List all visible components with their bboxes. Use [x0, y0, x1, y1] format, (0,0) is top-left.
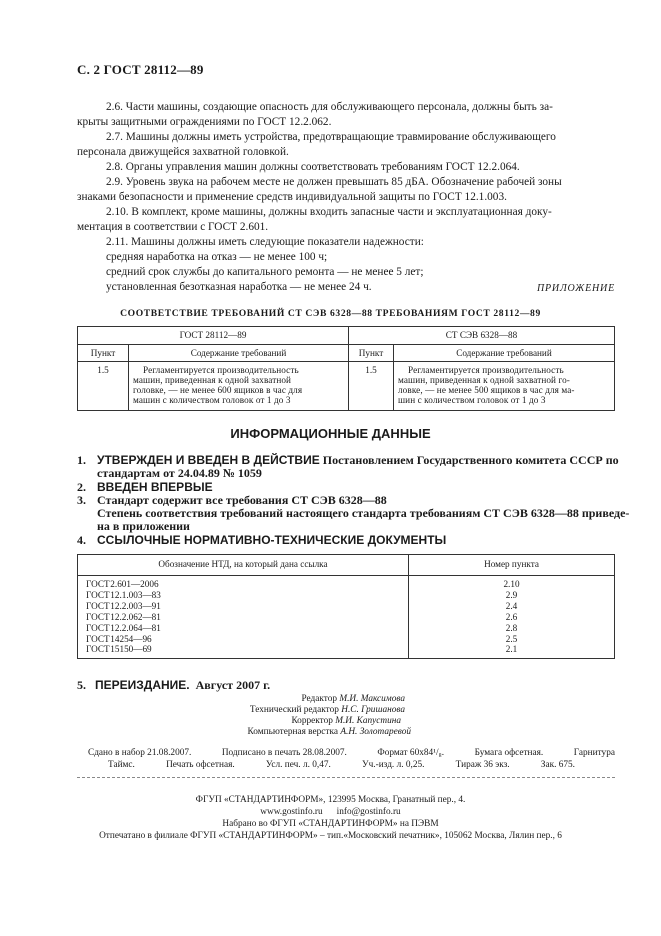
ref-doc-prefix: ГОСТ: [86, 589, 110, 600]
content-column-header: Содержание требований: [129, 345, 349, 362]
item-column-header: Пункт: [349, 345, 394, 362]
print-info-row-1: Сдано в набор 21.08.2007. Подписано в печать 28.08.2007. Формат 60х84¹/₈. Бумага офсетная. Гарнитура: [88, 748, 615, 758]
para-2-8: 2.8. Органы управления машин должны соответствовать требованиям ГОСТ 12.2.064.: [106, 161, 520, 173]
reliability-2: средний срок службы до капитального ремонта — не менее 5 лет;: [106, 266, 424, 278]
ref-doc-entry: [86, 612, 408, 623]
info-item-4: 4. ССЫЛОЧНЫЕ НОРМАТИВНО-ТЕХНИЧЕСКИЕ ДОКУМЕНТЫ: [77, 533, 447, 547]
publisher-website: www.gostinfo.ru: [260, 807, 323, 817]
credit-tech-editor: Технический редактор Н.С. Гришанова: [249, 705, 405, 715]
ref-item-column-header: Номер пункта: [409, 555, 615, 576]
para-2-9-line-2: знаками безопасности и применение средств индивидуальной защиты по ГОСТ 12.1.003.: [77, 191, 507, 203]
ref-doc-entry: [86, 579, 408, 590]
publisher-printed: Отпечатано в филиале ФГУП «СТАНДАРТИНФОРМ» – тип.«Московский печатник», 105062 Москва, Лялин пер., 6: [99, 831, 562, 841]
publisher-contacts: [0, 806, 661, 818]
ref-doc-prefix: ГОСТ: [86, 644, 110, 655]
para-2-10-line-1: 2.10. В комплект, кроме машины, должны входить запасные части и эксплуатационная доку-: [106, 206, 552, 218]
ref-doc-number: 12.1.003—83: [108, 589, 161, 600]
ref-doc-number: 2.601—2006: [108, 579, 159, 589]
item-number: 1.5: [349, 362, 394, 411]
info-section-title: ИНФОРМАЦИОННЫЕ ДАННЫЕ: [230, 426, 431, 441]
ref-item-number: 2.5: [505, 633, 518, 644]
ref-item-number: 2.10: [503, 579, 520, 589]
publisher-email: info@gostinfo.ru: [336, 807, 401, 817]
ref-doc-number: 12.2.062—81: [108, 611, 161, 622]
reliability-3: установленная безотказная наработка — не менее 24 ч.: [106, 281, 372, 293]
ref-doc-entry: [86, 644, 408, 655]
requirement-text: Регламентируется производительность машин, приведенная к одной захватной го- ловке, — не менее 500 ящиков в час для ма- шин с количеством головок от 1 до 3: [394, 362, 615, 411]
para-2-7-line-2: персонала движущейся захватной головкой.: [77, 146, 289, 158]
ref-doc-entry: [86, 634, 408, 645]
compliance-table-title: СООТВЕТСТВИЕ ТРЕБОВАНИЙ СТ СЭВ 6328—88 ТРЕБОВАНИЯМ ГОСТ 28112—89: [120, 308, 541, 319]
item-column-header: Пункт: [78, 345, 129, 362]
print-info: [88, 747, 615, 771]
compliance-table: [77, 326, 615, 411]
ref-doc-number: 14254—96: [108, 633, 152, 644]
divider: [77, 777, 615, 778]
reissue-line: 5. ПЕРЕИЗДАНИЕ. Август 2007 г.: [77, 678, 271, 692]
publisher-address: ФГУП «СТАНДАРТИНФОРМ», 123995 Москва, Гранатный пер., 4.: [195, 795, 466, 805]
ref-doc-list: [78, 576, 409, 659]
ref-doc-prefix: ГОСТ: [86, 579, 110, 589]
print-info-row-2: Таймс. Печать офсетная. Усл. печ. л. 0,47. Уч.-изд. л. 0,25. Тираж 36 экз. Зак. 675.: [108, 760, 575, 770]
table-row: [78, 576, 615, 659]
reliability-1: средняя наработка на отказ — не менее 100 ч;: [106, 251, 328, 263]
credit-layout: Компьютерная верстка А.Н. Золотаревой: [247, 727, 411, 737]
publisher-typeset: Набрано во ФГУП «СТАНДАРТИНФОРМ» на ПЭВМ: [222, 819, 439, 829]
publisher-block: [0, 794, 661, 842]
ref-doc-prefix: ГОСТ: [86, 600, 110, 611]
para-2-6-line-1: 2.6. Части машины, создающие опасность для обслуживающего персонала, должны быть за-: [106, 101, 553, 113]
appendix-label: ПРИЛОЖЕНИЕ: [537, 283, 615, 294]
para-2-6-line-2: крыты защитными ограждениями по ГОСТ 12.2.062.: [77, 116, 332, 128]
ref-doc-entry: [86, 590, 408, 601]
para-2-7-line-1: 2.7. Машины должны иметь устройства, предотвращающие травмирование обслуживающего: [106, 131, 556, 143]
table-row: [78, 362, 615, 411]
para-2-11: 2.11. Машины должны иметь следующие показатели надежности:: [106, 236, 424, 248]
st-sev-column-header: СТ СЭВ 6328—88: [349, 327, 615, 345]
info-item-2: 2. ВВЕДЕН ВПЕРВЫЕ: [77, 480, 213, 494]
credits-block: [0, 694, 661, 738]
ref-doc-prefix: ГОСТ: [86, 633, 110, 644]
credit-editor: Редактор М.И. Максимова: [301, 694, 405, 704]
ref-doc-number: 12.2.064—81: [108, 622, 161, 633]
info-item-1: 1. УТВЕРЖДЕН И ВВЕДЕН В ДЕЙСТВИЕ Постановлением Государственного комитета СССР по стандартам от 24.04.89 № 1059: [77, 453, 619, 480]
ref-item-number: 2.9: [505, 589, 518, 600]
credit-proofreader: Корректор М.И. Капустина: [291, 716, 401, 726]
ref-item-list: [409, 576, 615, 659]
info-item-3: 3. Стандарт содержит все требования СТ СЭВ 6328—88 Степень соответствия требований настоящего стандарта требованиям СТ СЭВ 6328—88 приведе- на в приложении: [77, 493, 630, 533]
gost-column-header: ГОСТ 28112—89: [78, 327, 349, 345]
ref-item-number: 2.8: [505, 622, 518, 633]
para-2-9-line-1: 2.9. Уровень звука на рабочем месте не должен превышать 85 дБА. Обозначение рабочей зоны: [106, 176, 562, 188]
para-2-10-line-2: ментация в соответствии с ГОСТ 2.601.: [77, 221, 269, 233]
ref-item-number: 2.6: [505, 611, 518, 622]
content-column-header: Содержание требований: [394, 345, 615, 362]
requirement-text: Регламентируется производительность машин, приведенная к одной захватной головке, — не менее 600 ящиков в час для машин с количеством головок от 1 до 3: [129, 362, 349, 411]
ref-item-number: 2.1: [505, 644, 518, 655]
ref-item-number: 2.4: [505, 600, 518, 611]
ref-doc-entry: [86, 623, 408, 634]
ref-doc-prefix: ГОСТ: [86, 611, 110, 622]
page-header: С. 2 ГОСТ 28112—89: [77, 62, 204, 77]
ref-doc-prefix: ГОСТ: [86, 622, 110, 633]
ref-doc-number: 12.2.003—91: [108, 600, 161, 611]
ref-doc-number: 15150—69: [108, 644, 152, 655]
ref-doc-column-header: Обозначение НТД, на который дана ссылка: [78, 555, 409, 576]
ref-doc-entry: [86, 601, 408, 612]
item-number: 1.5: [78, 362, 129, 411]
references-table: [77, 554, 615, 659]
